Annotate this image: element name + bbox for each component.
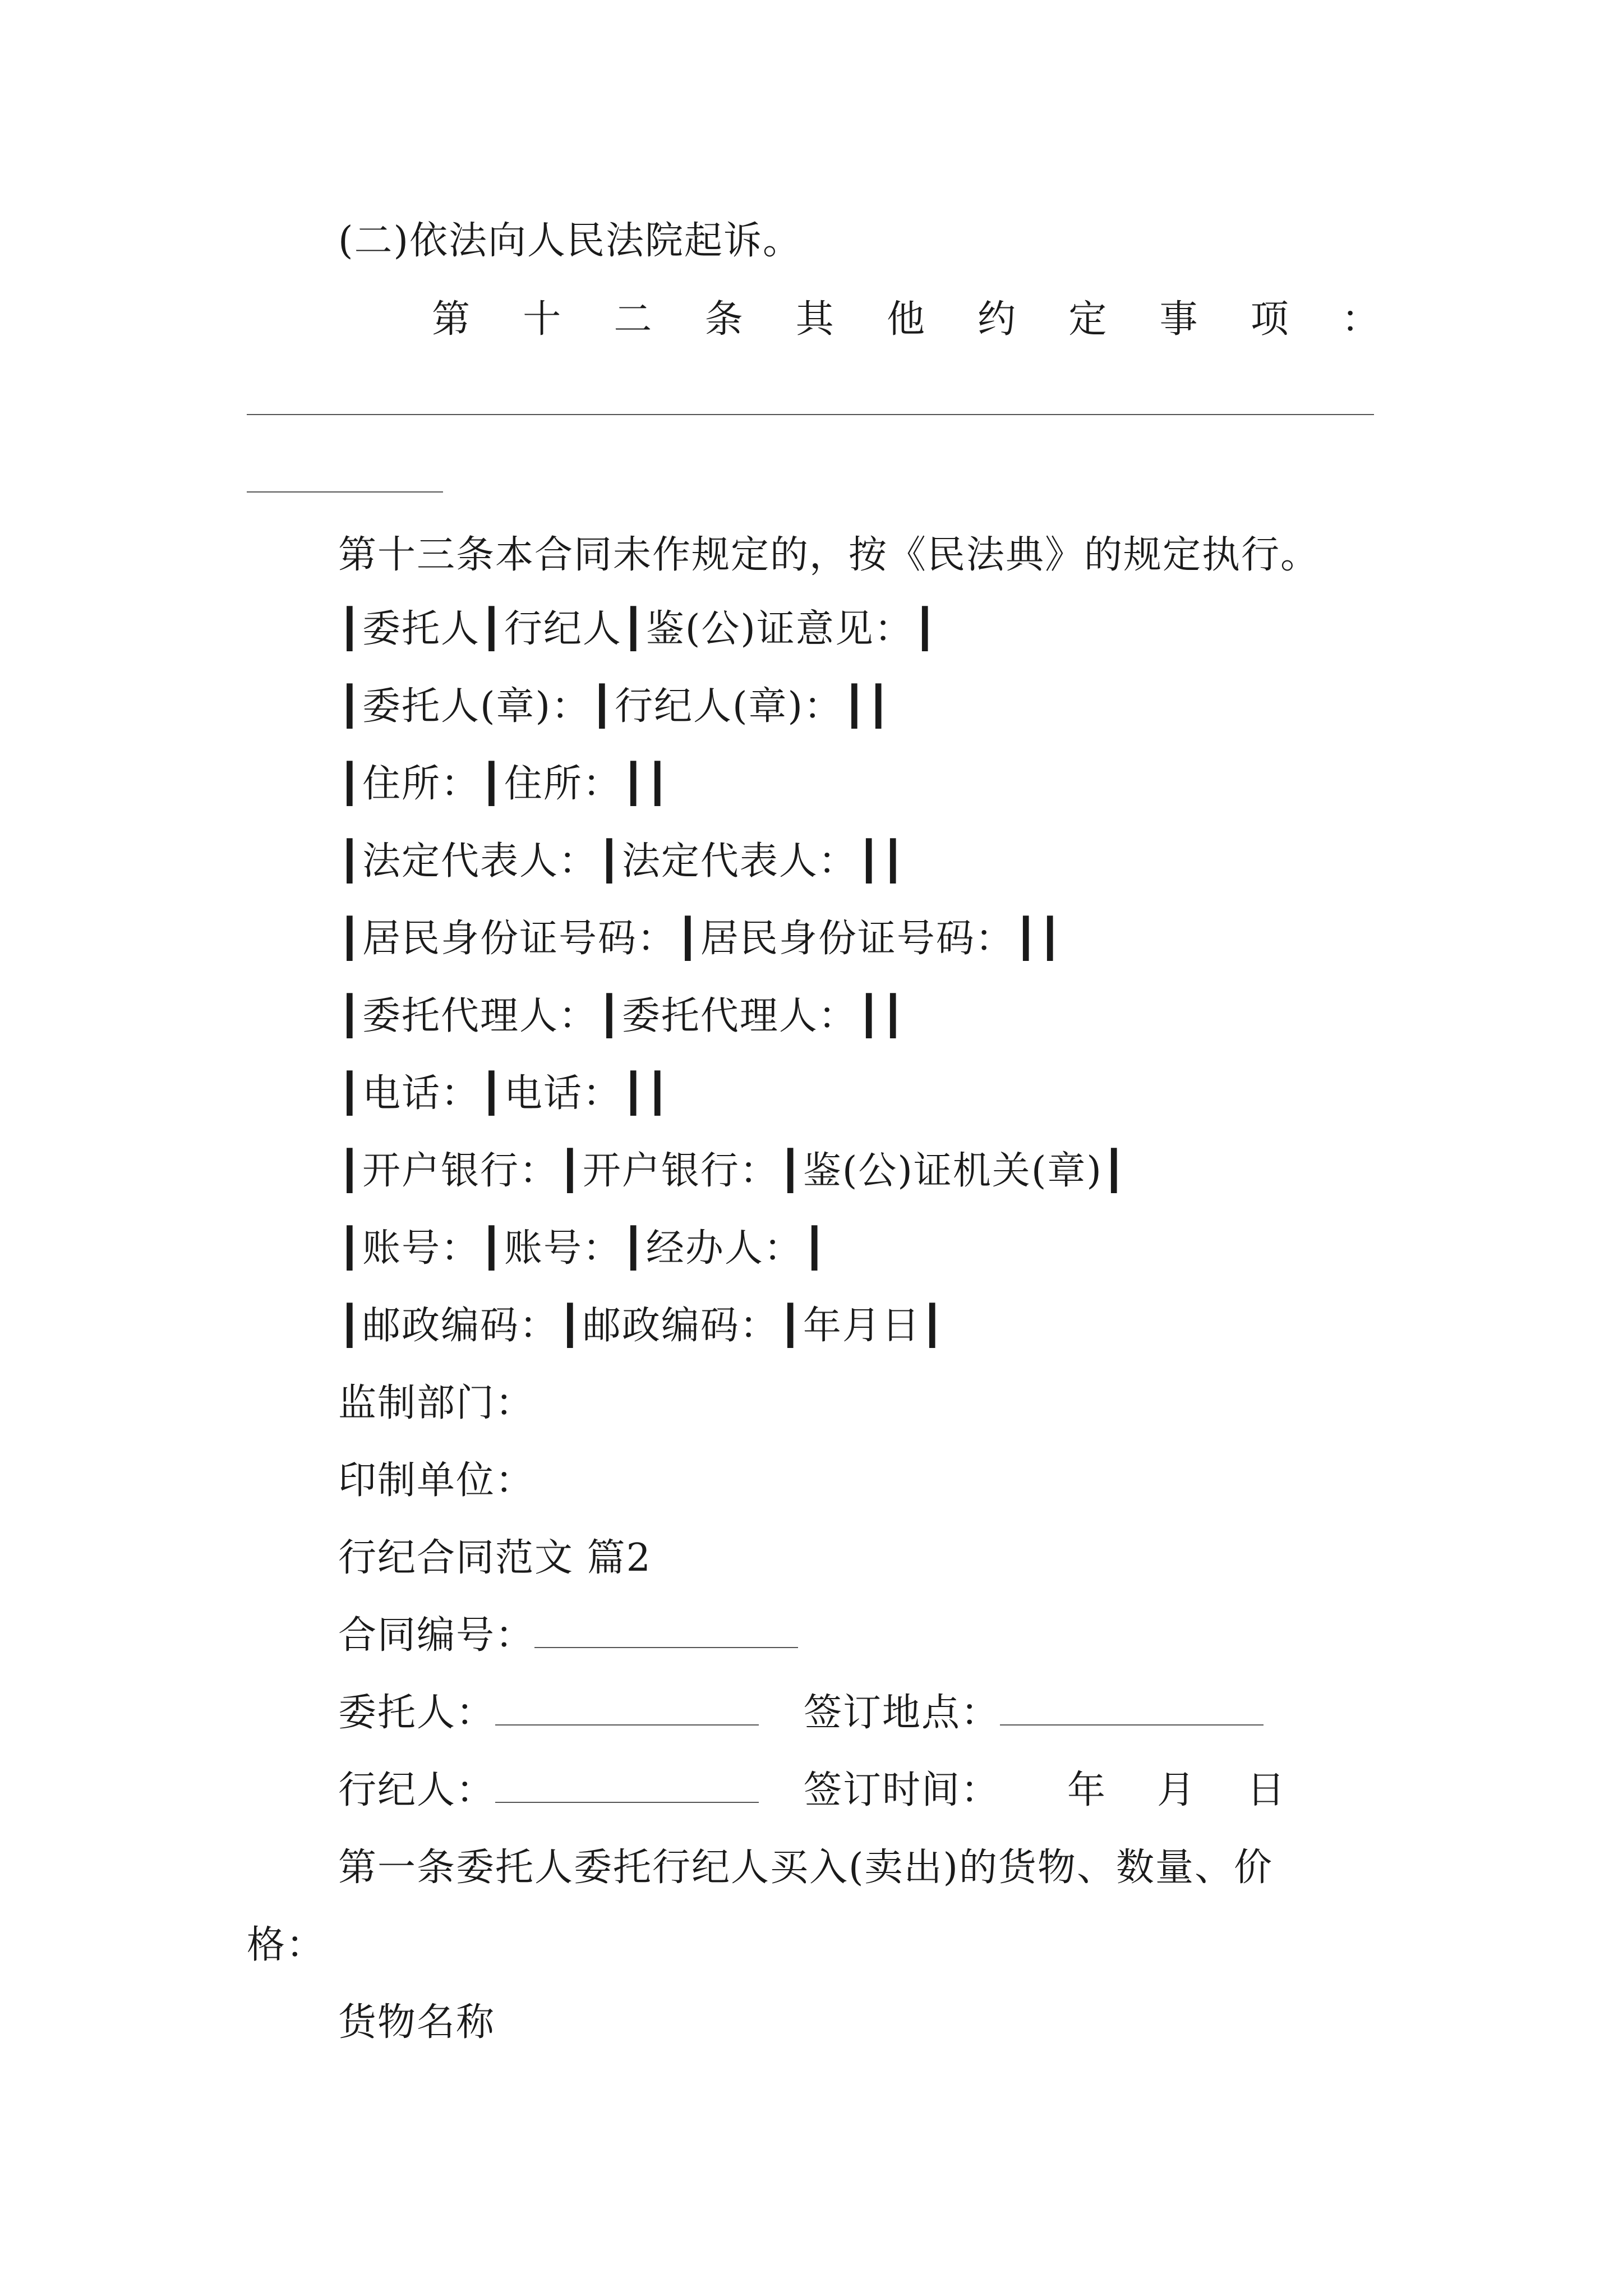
table-row: ┃委托人(章)：┃行纪人(章)：┃┃ bbox=[338, 684, 891, 729]
table-row: ┃委托代理人：┃委托代理人：┃┃ bbox=[338, 994, 906, 1038]
sign-time-label: 签订时间： bbox=[804, 1768, 1000, 1812]
table-row: ┃住所：┃住所：┃┃ bbox=[338, 762, 670, 806]
char: 其 bbox=[795, 297, 834, 342]
client-label: 委托人： bbox=[338, 1691, 496, 1735]
contract-number-row bbox=[338, 1613, 798, 1658]
table-row: ┃委托人┃行纪人┃鉴(公)证意见：┃ bbox=[338, 607, 938, 651]
table-row: ┃居民身份证号码：┃居民身份证号码：┃┃ bbox=[338, 917, 1063, 961]
char: 事 bbox=[1159, 297, 1198, 342]
char: ： bbox=[1341, 297, 1380, 342]
fill-in-line bbox=[247, 414, 1374, 415]
char: 定 bbox=[1068, 297, 1107, 342]
table-row: ┃电话：┃电话：┃┃ bbox=[338, 1071, 670, 1116]
section-heading: 行纪合同范文 篇2 bbox=[338, 1536, 652, 1580]
table-row: ┃法定代表人：┃法定代表人：┃┃ bbox=[338, 839, 906, 884]
article-1-line-2: 格： bbox=[247, 1923, 326, 1967]
month-label: 月 bbox=[1157, 1768, 1197, 1812]
fill-in-line bbox=[247, 491, 443, 493]
text-line: (二)依法向人民法院起诉。 bbox=[338, 219, 803, 263]
supervise-dept: 监制部门： bbox=[338, 1381, 535, 1425]
char: 他 bbox=[886, 297, 925, 342]
article-13: 第十三条本合同未作规定的，按《民法典》的规定执行。 bbox=[338, 533, 1320, 577]
contract-number-label: 合同编号： bbox=[338, 1613, 535, 1658]
day-label: 日 bbox=[1247, 1768, 1287, 1812]
table-row: ┃开户银行：┃开户银行：┃鉴(公)证机关(章)┃ bbox=[338, 1149, 1127, 1193]
client-blank bbox=[495, 1693, 759, 1726]
contract-number-blank bbox=[534, 1616, 798, 1648]
agent-label: 行纪人： bbox=[338, 1768, 496, 1812]
goods-name: 货物名称 bbox=[338, 2000, 496, 2045]
table-row: ┃邮政编码：┃邮政编码：┃年月日┃ bbox=[338, 1304, 945, 1348]
char: 项 bbox=[1250, 297, 1289, 342]
char: 约 bbox=[978, 297, 1016, 342]
article-1-line-1: 第一条委托人委托行纪人买入(卖出)的货物、数量、价 bbox=[338, 1846, 1274, 1890]
sign-place-label: 签订地点： bbox=[804, 1691, 1000, 1735]
char: 二 bbox=[614, 297, 652, 342]
client-row bbox=[338, 1691, 1264, 1736]
year-label: 年 bbox=[1067, 1768, 1107, 1812]
sign-place-blank bbox=[1000, 1693, 1264, 1726]
printer-unit: 印制单位： bbox=[338, 1458, 535, 1503]
agent-row bbox=[338, 1768, 1286, 1813]
table-row: ┃账号：┃账号：┃经办人：┃ bbox=[338, 1226, 827, 1271]
char: 条 bbox=[704, 297, 743, 342]
agent-blank bbox=[495, 1770, 759, 1803]
char: 十 bbox=[523, 297, 561, 342]
char: 第 bbox=[432, 297, 471, 342]
article-12-heading bbox=[432, 297, 1380, 342]
